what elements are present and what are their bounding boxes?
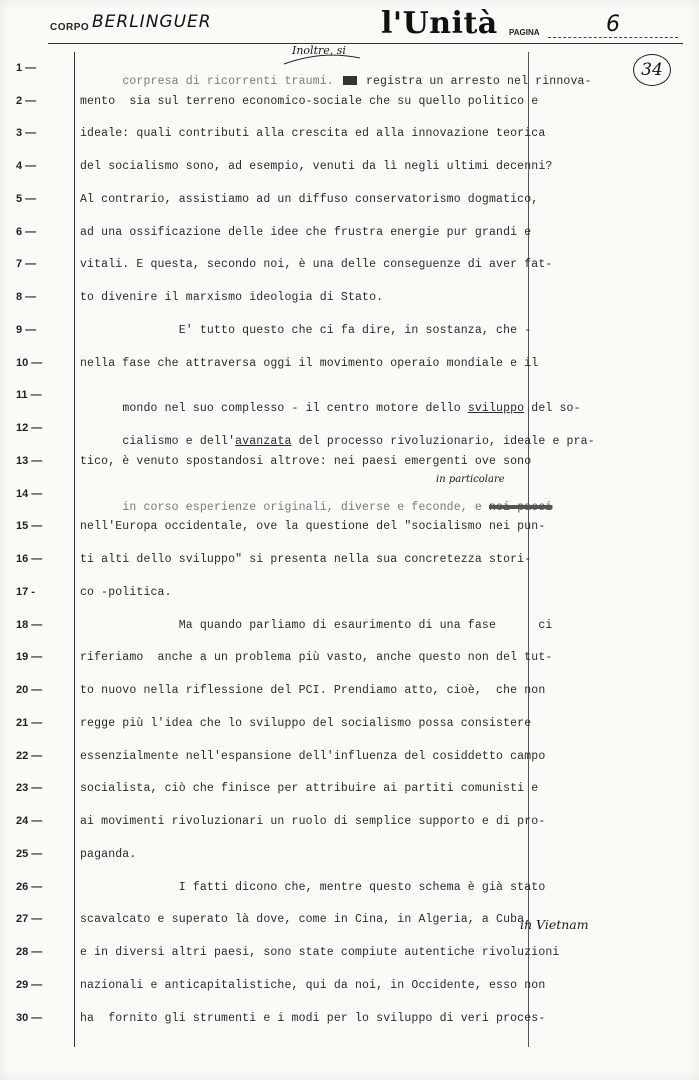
text-line: socialista, ciò che finisce per attribuire ai partiti comunisti e: [80, 782, 539, 795]
ink-blot: [343, 76, 357, 85]
text-line: E' tutto questo che ci fa dire, in sostanza, che -: [80, 324, 532, 337]
text-line: riferiamo anche a un problema più vasto, anche questo non del tut-: [80, 651, 553, 664]
text-segment: cialismo e dell': [122, 435, 236, 448]
text-line: Ma quando parliamo di esaurimento di una fase ci: [80, 619, 553, 632]
line-number: 20 —: [16, 684, 43, 696]
line-number: 5 —: [16, 193, 37, 205]
left-margin-rule: [74, 52, 75, 1047]
line-number: 21 —: [16, 717, 43, 729]
line-number: 1 —: [16, 62, 37, 74]
text-line: paganda.: [80, 848, 137, 861]
text-line: to divenire il marxismo ideologia di Stato.: [80, 291, 384, 304]
text-line: co -politica.: [80, 586, 172, 599]
corpo-label: CORPO: [50, 22, 90, 33]
text-segment: registra un arresto nel rinnova-: [358, 75, 592, 88]
text-line: to nuovo nella riflessione del PCI. Prendiamo atto, cioè, che non: [80, 684, 546, 697]
line-number: 6 —: [16, 226, 37, 238]
text-line: mento sia sul terreno economico-sociale che su quello politico e: [80, 95, 539, 108]
underlined-word: avanzata: [235, 435, 292, 448]
line-number: 4 —: [16, 160, 37, 172]
line-number: 30 —: [16, 1012, 43, 1024]
handwritten-insertion-inoltre: Inoltre, si: [292, 44, 346, 57]
pagina-label: PAGINA: [509, 28, 540, 37]
struck-text: nei paesi: [488, 501, 553, 514]
text-line: nell'Europa occidentale, ove la questione del "socialismo nei pun-: [80, 520, 546, 533]
text-line: I fatti dicono che, mentre questo schema è già stato: [80, 881, 546, 894]
line-number: 19 —: [16, 651, 43, 663]
line-number: 22 —: [16, 750, 43, 762]
text-segment: in corso esperienze originali, diverse e feconde, e: [122, 501, 489, 514]
line-number: 14 —: [16, 488, 43, 500]
line-number: 9 —: [16, 324, 37, 336]
text-line: ti alti dello sviluppo" si presenta nella sua concretezza stori-: [80, 553, 532, 566]
corpo-handwritten-name: BERLINGUER: [92, 12, 212, 32]
text-segment: del so-: [524, 402, 581, 415]
text-line: nazionali e anticapitalistiche, qui da noi, in Occidente, esso non: [80, 979, 546, 992]
line-number: 10 —: [16, 357, 43, 369]
line-number: 17 -: [16, 586, 35, 598]
line-number: 8 —: [16, 291, 37, 303]
text-line: del socialismo sono, ad esempio, venuti da lì negli ultimi decenni?: [80, 160, 553, 173]
circled-page-number: 34: [633, 54, 671, 86]
line-number: 7 —: [16, 258, 37, 270]
line-number: 24 —: [16, 815, 43, 827]
text-line: ideale: quali contributi alla crescita ed alla innovazione teorica: [80, 127, 546, 140]
text-segment: corpresa di ricorrenti traumi.: [122, 75, 341, 88]
text-line: scavalcato e superato là dove, come in Cina, in Algeria, a Cuba,: [80, 913, 532, 926]
text-line: regge più l'idea che lo sviluppo del socialismo possa consistere: [80, 717, 532, 730]
line-number: 3 —: [16, 127, 37, 139]
header-rule: [48, 43, 683, 44]
newspaper-masthead: l'Unità: [381, 6, 498, 41]
text-segment: del processo rivoluzionario, ideale e pra-: [291, 435, 595, 448]
pagina-handwritten-value: 6: [606, 12, 620, 37]
line-number: 16 —: [16, 553, 43, 565]
line-number: 28 —: [16, 946, 43, 958]
line-number: 27 —: [16, 913, 43, 925]
pagina-dotted-line: [548, 37, 678, 38]
text-line: Al contrario, assistiamo ad un diffuso conservatorismo dogmatico,: [80, 193, 539, 206]
line-number: 12 —: [16, 422, 43, 434]
text-line: e in diversi altri paesi, sono state compiute autentiche rivoluzioni: [80, 946, 560, 959]
line-number: 23 —: [16, 782, 43, 794]
line-number: 2 —: [16, 95, 37, 107]
line-number: 25 —: [16, 848, 43, 860]
text-line: essenzialmente nell'espansione dell'influenza del cosiddetto campo: [80, 750, 546, 763]
line-number: 11 —: [16, 389, 42, 401]
underlined-word: sviluppo: [467, 402, 525, 415]
line-number: 13 —: [16, 455, 43, 467]
line-number: 18 —: [16, 619, 43, 631]
text-line: vitali. E questa, secondo noi, è una delle conseguenze di aver fat-: [80, 258, 553, 271]
handwritten-insertion-in-particolare: in particolare: [436, 474, 505, 485]
text-line: ad una ossificazione delle idee che frustra energie pur grandi e: [80, 226, 532, 239]
text-line: tico, è venuto spostandosi altrove: nei paesi emergenti ove sono: [80, 455, 532, 468]
text-line: ha fornito gli strumenti e i modi per lo sviluppo di veri proces-: [80, 1012, 546, 1025]
text-segment: mondo nel suo complesso - il centro motore dello: [122, 402, 468, 415]
handwritten-margin-in-vietnam: in Vietnam: [520, 917, 589, 932]
line-number: 15 —: [16, 520, 43, 532]
line-number: 29 —: [16, 979, 43, 991]
text-line: ai movimenti rivoluzionari un ruolo di semplice supporto e di pro-: [80, 815, 546, 828]
line-number: 26 —: [16, 881, 43, 893]
text-line: nella fase che attraversa oggi il movimento operaio mondiale e il: [80, 357, 539, 370]
